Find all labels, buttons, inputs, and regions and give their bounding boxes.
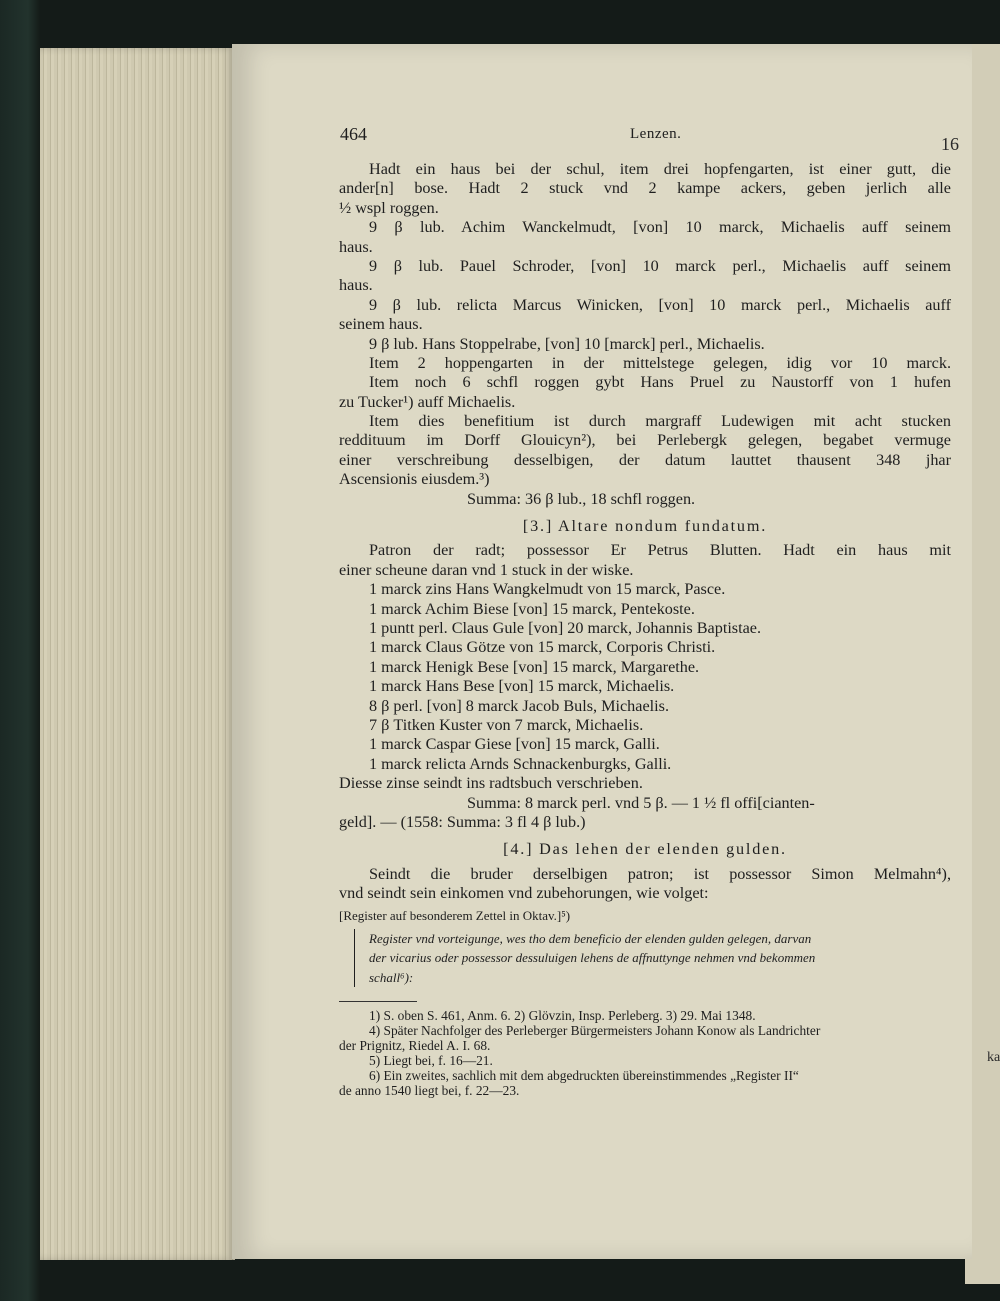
text-line: Item noch 6 schfl roggen gybt Hans Pruel zu Naustorff von 1 hufen: [369, 373, 951, 392]
running-title: Lenzen.: [630, 126, 682, 142]
text-line: 7 β Titken Kuster von 7 marck, Michaelis.: [369, 715, 644, 734]
quoted-register-text: [354, 929, 951, 987]
text-line: 9 β lub. Hans Stoppelrabe, [von] 10 [marck] perl., Michaelis.: [369, 334, 765, 353]
text-line: 1 marck Hans Bese [von] 15 marck, Michaelis.: [369, 677, 675, 696]
text-line: reddituum im Dorff Glouicyn²), bei Perlebergk gelegen, begabet vermuge: [339, 431, 951, 450]
text-line: seinem haus.: [339, 315, 423, 334]
section-heading: [3.] Altare nondum fundatum.: [522, 517, 768, 536]
footnote: 1) S. oben S. 461, Anm. 6. 2) Glövzin, Insp. Perleberg. 3) 29. Mai 1348.: [369, 1008, 756, 1024]
text-line: Ascensionis eiusdem.³): [339, 470, 490, 489]
text-line: haus.: [339, 237, 373, 256]
book-page-edges: [40, 48, 235, 1260]
italic-line: schall⁶):: [369, 969, 414, 985]
text-line: einer verschreibung desselbigen, der datum lauttet thausent 348 jhar: [339, 450, 951, 469]
text-line: Patron der radt; possessor Er Petrus Blutten. Hadt ein haus mit: [369, 541, 951, 560]
footnote-rule: [339, 1001, 417, 1002]
italic-line: der vicarius oder possessor dessuluigen lehens de affnuttynge nehmen vnd bekommen: [369, 950, 816, 966]
footnote: 6) Ein zweites, sachlich mit dem abgedruckten übereinstimmendes „Register II“: [369, 1068, 799, 1084]
footnote: 5) Liegt bei, f. 16—21.: [369, 1053, 493, 1069]
text-line: 1 marck Achim Biese [von] 15 marck, Pentekoste.: [369, 599, 695, 618]
text-line: ½ wspl roggen.: [339, 198, 439, 217]
text-line: 1 marck Henigk Bese [von] 15 marck, Margarethe.: [369, 657, 700, 676]
text-line: ander[n] bose. Hadt 2 stuck vnd 2 kampe ackers, geben jerlich alle: [339, 179, 951, 198]
page-body: [339, 160, 951, 1098]
text-line: einer scheune daran vnd 1 stuck in der wiske.: [339, 560, 634, 579]
text-line: Hadt ein haus bei der schul, item drei hopfengarten, ist einer gutt, die: [369, 160, 951, 178]
footnote: 4) Später Nachfolger des Perleberger Bürgermeisters Johann Konow als Landrichter: [369, 1023, 821, 1039]
text-line: 9 β lub. Pauel Schroder, [von] 10 marck perl., Michaelis auff seinem: [369, 256, 951, 275]
editorial-note: [Register auf besonderem Zettel in Oktav.]⁵): [339, 908, 571, 924]
summa-line: Summa: 36 β lub., 18 schfl roggen.: [467, 489, 696, 508]
text-line: Diesse zinse seindt ins radtsbuch verschrieben.: [339, 774, 643, 793]
text-line: 1 puntt perl. Claus Gule [von] 20 marck, Johannis Baptistae.: [369, 619, 762, 637]
text-line: Item dies benefitium ist durch margraff Ludewigen mit acht stucken: [369, 412, 951, 431]
page-number: 464: [340, 124, 367, 144]
next-page-number: 16: [941, 134, 959, 154]
text-line: 9 β lub. relicta Marcus Winicken, [von] 10 marck perl., Michaelis auff: [369, 295, 951, 314]
summa-line-continued: geld]. — (1558: Summa: 3 fl 4 β lub.): [339, 812, 586, 831]
italic-line: Register vnd vorteigunge, wes tho dem beneficio der elenden gulden gelegen, darvan: [369, 930, 812, 946]
text-line: 1 marck Caspar Giese [von] 15 marck, Galli.: [369, 735, 660, 754]
text-line: zu Tucker¹) auff Michaelis.: [339, 392, 516, 411]
footnote: de anno 1540 liegt bei, f. 22—23.: [339, 1083, 520, 1099]
section-heading: [4.] Das lehen der elenden gulden.: [503, 840, 787, 859]
text-line: 1 marck relicta Arnds Schnackenburgks, Galli.: [369, 754, 672, 773]
text-line: Item 2 hoppengarten in der mittelstege gelegen, idig vor 10 marck.: [369, 353, 951, 372]
text-line: 1 marck zins Hans Wangkelmudt von 15 marck, Pasce.: [369, 580, 726, 599]
summa-line: Summa: 8 marck perl. vnd 5 β. — 1 ½ fl offi[cianten-: [467, 793, 815, 812]
text-line: vnd seindt sein einkomen vnd zubehorungen, wie volget:: [339, 884, 709, 903]
footnote: der Prignitz, Riedel A. I. 68.: [339, 1038, 491, 1054]
text-line: 9 β lub. Achim Wanckelmudt, [von] 10 marck, Michaelis auff seinem: [369, 218, 951, 237]
page-header: [340, 124, 950, 148]
text-line: Seindt die bruder derselbigen patron; ist possessor Simon Melmahn⁴),: [369, 864, 951, 883]
text-line: 1 marck Claus Götze von 15 marck, Corporis Christi.: [369, 638, 716, 657]
text-line: haus.: [339, 276, 373, 295]
text-line: 8 β perl. [von] 8 marck Jacob Buls, Michaelis.: [369, 696, 669, 715]
next-page-fragment: ka: [987, 1050, 1000, 1065]
